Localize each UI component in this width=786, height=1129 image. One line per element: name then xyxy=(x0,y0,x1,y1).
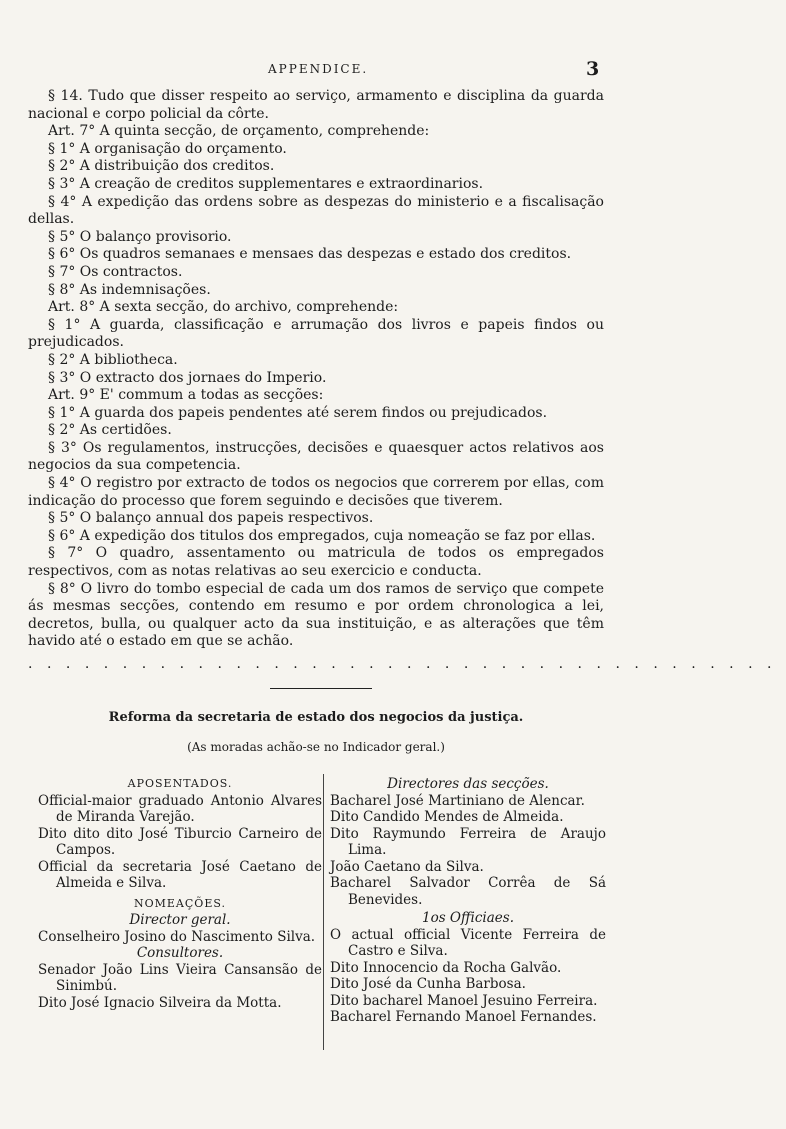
paragraph: § 14. Tudo que disser respeito ao serviço, armamento e disciplina da guarda nacional e corpo policial da côrte. xyxy=(28,88,604,122)
director-heading: Director geral. xyxy=(129,912,231,928)
list-item: Dito Innocencio da Rocha Galvão. xyxy=(330,959,562,976)
list-item: Bacharel José Martiniano de Alencar. xyxy=(330,792,585,809)
paragraph: § 3° O extracto dos jornaes do Imperio. xyxy=(48,369,327,386)
list-item: Conselheiro Josino do Nascimento Silva. xyxy=(38,928,316,945)
list-item: Dito Candido Mendes de Almeida. xyxy=(330,809,564,825)
paragraph: § 7° O quadro, assentamento ou matricula de todos os empregados respectivos, com as notas relativas ao seu exercicio e conducta. xyxy=(28,545,604,580)
list-item: Dito José Ignacio Silveira da Motta. xyxy=(38,994,282,1011)
list-item: Dito José da Cunha Barbosa. xyxy=(330,976,526,992)
consultores-heading: Consultores. xyxy=(136,945,224,961)
list-item: Official-maior graduado Antonio Alvares de Miranda Varejão. xyxy=(38,792,322,825)
paragraph: § 8° As indemnisações. xyxy=(48,281,211,298)
paragraph: § 8° O livro do tombo especial de cada um dos ramos de serviço que compete ás mesmas secções, contendo em resumo e por ordem chronologica a lei, decretos, bulla, ou qualquer acto da sua instituição, e as alterações que têm havido até o estado em que se achão. xyxy=(28,580,604,650)
list-item: Dito Raymundo Ferreira de Araujo Lima. xyxy=(330,825,606,858)
list-item: Senador João Lins Vieira Cansansão de Sinimbú. xyxy=(38,961,322,994)
paragraph: § 2° As certidões. xyxy=(48,422,172,439)
page-header xyxy=(0,58,704,82)
body-text xyxy=(28,88,604,651)
list-item: Official da secretaria José Caetano de Almeida e Silva. xyxy=(38,858,322,891)
paragraph: § 7° Os contractos. xyxy=(48,263,183,280)
page-number: 3 xyxy=(586,58,600,80)
paragraph: § 1° A guarda, classificação e arrumação dos livros e papeis findos ou prejudicados. xyxy=(28,316,604,351)
article-heading: Art. 9° E' commum a todas as secções: xyxy=(48,387,324,404)
left-column xyxy=(38,776,322,1011)
paragraph: § 2° A bibliotheca. xyxy=(48,351,178,368)
list-item: Bacharel Fernando Manoel Fernandes. xyxy=(330,1009,597,1025)
section-title: Reforma da secretaria de estado dos negocios da justiça. xyxy=(108,710,524,725)
paragraph: § 3° A creação de creditos supplementares e extraordinarios. xyxy=(48,175,484,192)
article-heading: Art. 8° A sexta secção, do archivo, comprehende: xyxy=(48,299,399,316)
column-divider xyxy=(323,774,324,1050)
aposentados-heading: APOSENTADOS. xyxy=(127,777,233,790)
paragraph: § 1° A organisação do orçamento. xyxy=(48,140,287,157)
running-title: APPENDICE. xyxy=(268,62,369,76)
paragraph: § 1° A guarda dos papeis pendentes até serem findos ou prejudicados. xyxy=(48,404,548,421)
nomeacoes-heading: NOMEAÇÕES. xyxy=(134,896,226,910)
dotted-leader: ........................................ xyxy=(28,656,786,672)
paragraph: § 5° O balanço annual dos papeis respectivos. xyxy=(48,510,374,527)
list-item: Dito dito dito José Tiburcio Carneiro de Campos. xyxy=(38,825,322,858)
paragraph: § 2° A distribuição dos creditos. xyxy=(48,158,275,175)
paragraph: § 6° Os quadros semanaes e mensaes das despezas e estado dos creditos. xyxy=(48,246,572,263)
paragraph: § 4° O registro por extracto de todos os negocios que correrem por ellas, com indicação do processo que forem seguindo e decisões que tiverem. xyxy=(28,475,604,509)
paragraph: § 5° O balanço provisorio. xyxy=(48,228,232,245)
directores-heading: Directores das secções. xyxy=(387,776,549,792)
paragraph: § 3° Os regulamentos, instrucções, decisões e quaesquer actos relativos aos negocios da sua competencia. xyxy=(28,439,604,474)
section-divider xyxy=(270,688,372,689)
article-heading: Art. 7° A quinta secção, de orçamento, comprehende: xyxy=(48,123,430,140)
section-note: (As moradas achão-se no Indicador geral.) xyxy=(187,740,445,754)
list-item: João Caetano da Silva. xyxy=(330,858,484,875)
paragraph: § 6° A expedição dos titulos dos empregados, cuja nomeação se faz por ellas. xyxy=(48,527,596,544)
right-column xyxy=(330,776,606,1026)
list-item: O actual official Vicente Ferreira de Castro e Silva. xyxy=(330,926,606,959)
officiaes-heading: 1os Officiaes. xyxy=(421,910,515,926)
list-item: Bacharel Salvador Corrêa de Sá Benevides. xyxy=(330,875,606,908)
paragraph: § 4° A expedição das ordens sobre as despezas do ministerio e a fiscalisação dellas. xyxy=(28,193,604,228)
list-item: Dito bacharel Manoel Jesuino Ferreira. xyxy=(330,992,598,1009)
